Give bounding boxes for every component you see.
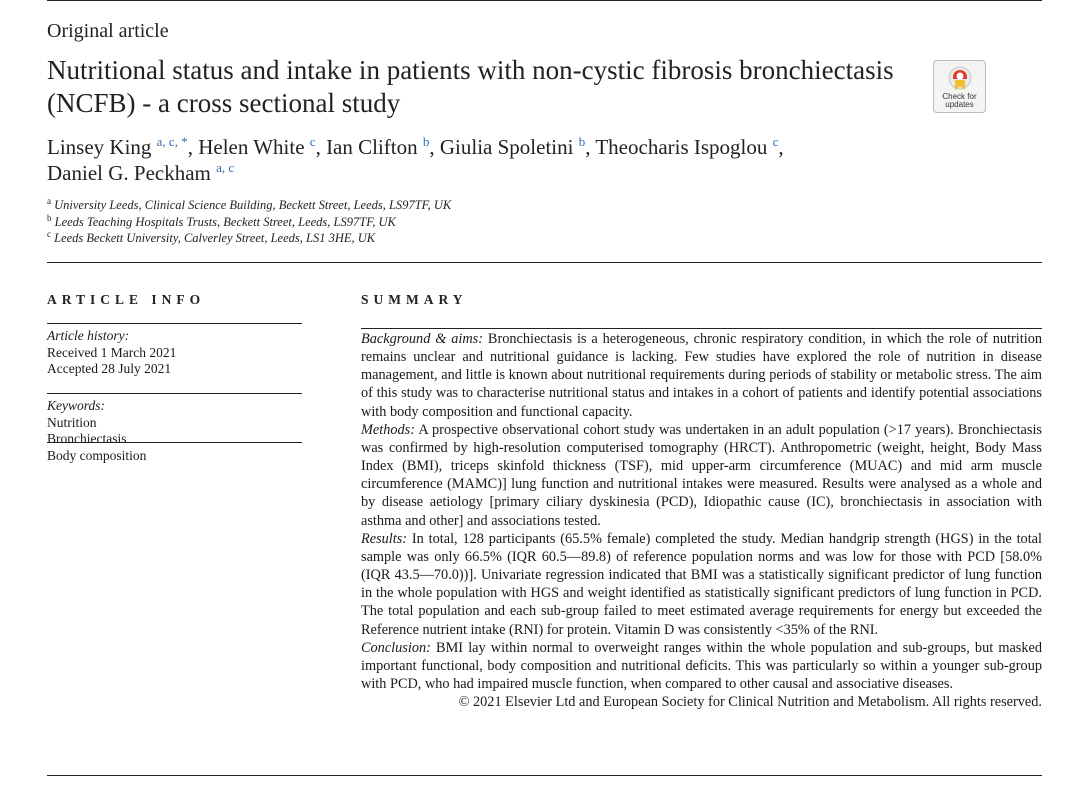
history-label: Article history: — [47, 328, 130, 343]
info-divider — [47, 442, 302, 443]
author-affiliation-mark[interactable]: c — [309, 134, 316, 149]
bottom-rule — [47, 775, 1042, 776]
affiliation-item: $^b$ Leeds Teaching Hospitals Trusts, Beckett Street, Leeds, LS97TF, UK — [47, 212, 396, 229]
info-divider — [47, 323, 302, 324]
abstract — [361, 328, 1042, 711]
accepted-date: Accepted 28 July 2021 — [47, 361, 172, 376]
author-name[interactable]: Daniel G. Peckham — [47, 161, 211, 185]
methods-text: A prospective observational cohort study was undertaken in an adult population (>17 years). Bronchiectasis was confirmed by high-resolution computerised tomography (HRCT). Anthropometric (weight, height, Body Mass Index (BMI), triceps skinfold thickness (TSF), mid upper-arm circumference (MUAC) and mid arm muscle circumference (MAMC)] lung function and nutritional intakes were measured. Results were analysed as a whole and by disease aetiology [primary ciliary dyskinesia (PCD), Idiopathic cause (IC), bronchiectasis in association with asthma and other] and associations tested. — [361, 421, 1042, 529]
keyword-item: Body composition — [47, 447, 147, 463]
affiliation-item: $^a$ University Leeds, Clinical Science Building, Beckett Street, Leeds, LS97TF, UK — [47, 195, 452, 212]
conclusion-label: Conclusion: — [361, 639, 431, 656]
background-label: Background & aims: — [361, 331, 484, 347]
badge-label-line1: Check for — [942, 92, 977, 101]
crossmark-icon — [948, 66, 972, 92]
abstract-methods — [361, 421, 1042, 530]
methods-label: Methods: — [361, 421, 415, 438]
author-affiliation-mark[interactable]: a, c — [216, 160, 235, 175]
affiliation-item: $^c$ Leeds Beckett University, Calverley Street, Leeds, LS1 3HE, UK — [47, 228, 376, 245]
author-name[interactable]: Giulia Spoletini — [439, 135, 574, 159]
results-text: In total, 128 participants (65.5% female) completed the study. Median handgrip strength (HGS) in the total sample was only 66.5% (IQR 60.5—89.8) of reference population norms and was low for those with PCD [58.0% (IQR 43.5—70.0))]. Univariate regression indicated that BMI was a statistically significant predictor of lung function in the whole population with HGS and weight identified as statistically significant predictors of lung function in PCD. The total population and each sub-group failed to meet estimated average requirements for energy but exceeded the Reference nutrient intake (RNI) for protein. Vitamin D was consistently <35% of the RNI. — [361, 530, 1042, 638]
copyright-notice: © 2021 Elsevier Ltd and European Society for Clinical Nutrition and Metabolism. All rights reserved. — [458, 694, 1042, 711]
author-affiliation-mark[interactable]: b — [578, 134, 586, 149]
abstract-conclusion — [361, 639, 1042, 693]
author-affiliation-mark[interactable]: a, c, * — [156, 134, 188, 149]
author-name[interactable]: Ian Clifton — [326, 135, 418, 159]
header-divider — [47, 262, 1042, 263]
author-list: Linsey King $^{a, c, *}$, Helen White $^c$, Ian Clifton $^b$, Giulia Spoletini $^b$, Theocharis Ispoglou $^c$, Daniel G. Peckham $^{a, c}$ — [47, 134, 784, 185]
results-label: Results: — [361, 530, 408, 547]
info-divider — [47, 393, 302, 394]
badge-label-line2: updates — [945, 100, 974, 109]
keywords-label: Keywords: — [47, 398, 105, 413]
top-rule — [47, 0, 1042, 1]
author-name[interactable]: Theocharis Ispoglou — [595, 135, 768, 159]
keyword-item: Nutrition — [47, 414, 97, 430]
author-name[interactable]: Linsey King — [47, 135, 152, 159]
conclusion-text: BMI lay within normal to overweight ranges within the whole population and sub-groups, but masked important functional, body composition and nutritional deficits. This was particularly so within a younger sub-group with PCD, who had impaired muscle function, when compared to other causal and associative diseases. — [361, 639, 1042, 692]
article-history — [47, 328, 302, 378]
keywords — [47, 398, 302, 464]
author-name[interactable]: Helen White — [198, 135, 305, 159]
summary-heading: SUMMARY — [361, 292, 468, 307]
author-affiliation-mark[interactable]: c — [772, 134, 779, 149]
author-affiliation-mark[interactable]: b — [422, 134, 430, 149]
article-info-heading: ARTICLE INFO — [47, 292, 206, 307]
abstract-results — [361, 530, 1042, 639]
article-title: Nutritional status and intake in patients with non-cystic fibrosis bronchiectasis (NCFB) - a cross sectional study — [47, 55, 894, 118]
keyword-item: Bronchiectasis — [47, 431, 127, 446]
abstract-background — [361, 330, 1042, 421]
background-text: Bronchiectasis is a heterogeneous, chronic respiratory condition, in which the role of nutrition remains unclear and nutritional guidance is lacking. Few studies have explored the role of nutrition in disease management, and little is known about nutritional requirements during periods of stability or metabolic stress. The aim of this study was to characterise nutritional status and intakes in a cohort of patients and identify potential associations with body composition and functional capacity. — [361, 331, 1042, 420]
check-for-updates-badge[interactable] — [933, 60, 986, 113]
article-type: Original article — [47, 20, 169, 42]
received-date: Received 1 March 2021 — [47, 344, 177, 360]
affiliation-list — [47, 197, 747, 247]
